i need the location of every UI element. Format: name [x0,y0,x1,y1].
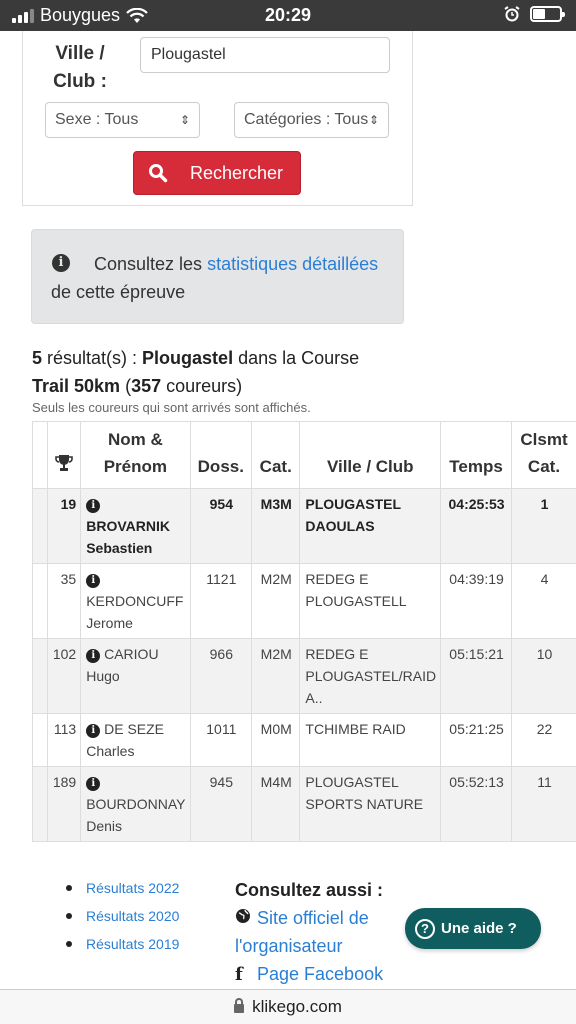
clsmt-cell: 4 [511,564,576,639]
club-cell: REDEG E PLOUGASTELL [300,564,441,639]
club-cell: PLOUGASTEL SPORTS NATURE [300,767,441,842]
carrier-name: Bouygues [40,5,121,25]
select-arrows-icon: ⇕ [179,113,190,127]
see-also-section [235,876,383,989]
header-time[interactable]: Temps [441,422,512,489]
cat-cell: M4M [252,767,300,842]
search-button[interactable] [133,151,301,195]
question-icon: ? [415,919,435,939]
trophy-icon [54,454,74,472]
name-cell [81,489,190,564]
summary-text: coureurs) [161,376,243,396]
runner-firstname: Hugo [86,668,120,684]
results-summary [32,344,359,400]
cat-cell: M2M [252,564,300,639]
statistics-link[interactable]: statistiques détaillées [207,254,379,274]
cat-cell: M2M [252,639,300,714]
header-spacer [33,422,48,489]
runner-lastname[interactable]: DE SEZE [104,721,165,737]
summary-text: ( [120,376,132,396]
runner-count: 357 [131,376,162,396]
url-domain: klikego.com [252,997,342,1016]
dossard-cell: 1121 [190,564,252,639]
info-alert [31,229,404,324]
info-suffix: de cette épreuve [51,282,186,302]
runner-lastname[interactable]: BOURDONNAY [86,796,186,812]
ville-label-line1: Ville / [55,43,105,64]
row-spacer [33,564,48,639]
globe-icon [235,904,257,932]
ville-club-label [40,40,120,96]
runner-firstname: Denis [86,818,123,834]
cat-cell: M3M [252,489,300,564]
club-cell: REDEG E PLOUGASTEL/RAID A.. [300,639,441,714]
results-2020-link[interactable]: Résultats 2020 [66,902,179,930]
course-name: Trail 50km [32,376,121,396]
name-cell [81,714,190,767]
clsmt-cell: 1 [511,489,576,564]
sexe-select[interactable] [45,102,200,138]
row-spacer [33,714,48,767]
official-site-link-text[interactable]: Site officiel de [257,908,369,928]
club-cell: TCHIMBE RAID [300,714,441,767]
runner-firstname: Jerome [86,615,133,631]
header-name[interactable]: Nom & Prénom [81,422,190,489]
clsmt-cell: 10 [511,639,576,714]
ville-club-input[interactable] [140,37,390,73]
categories-select-value: Catégories : Tous [244,111,369,128]
year-results-list [66,874,179,958]
summary-text: dans la Course [233,348,360,368]
dossard-cell: 1011 [190,714,252,767]
results-table [32,421,576,842]
dossard-cell: 966 [190,639,252,714]
info-prefix: Consultez les [94,254,208,274]
name-cell [81,767,190,842]
table-row[interactable] [33,489,576,564]
cat-cell: M0M [252,714,300,767]
arrivals-note: Seuls les coureurs qui sont arrivés sont affichés. [32,400,311,415]
clsmt-cell: 22 [511,714,576,767]
name-cell [81,639,190,714]
runner-firstname: Charles [86,743,135,759]
see-also-title: Consultez aussi : [235,880,384,900]
results-2022-link[interactable]: Résultats 2022 [66,874,179,902]
dossard-cell: 945 [190,767,252,842]
summary-text: résultat(s) : [42,348,143,368]
categories-select[interactable] [234,102,389,138]
help-button-label: Une aide ? [441,920,517,937]
info-icon: i [52,254,70,272]
table-row[interactable] [33,564,576,639]
header-clsmt[interactable]: Clsmt Cat. [511,422,576,489]
runner-firstname: Sebastien [86,540,153,556]
runner-info-icon[interactable]: i [86,649,100,663]
time-cell: 04:39:19 [441,564,512,639]
official-site-link-text-2[interactable]: l'organisateur [235,936,343,956]
time-cell: 05:21:25 [441,714,512,767]
runner-info-icon[interactable]: i [86,499,100,513]
alarm-icon [504,6,520,22]
name-cell [81,564,190,639]
row-spacer [33,767,48,842]
table-header-row [33,422,576,489]
browser-url-bar[interactable] [0,989,576,1024]
info-text [51,250,396,306]
time-cell: 05:52:13 [441,767,512,842]
rank-cell: 189 [47,767,80,842]
official-site-link[interactable] [235,904,383,932]
rank-cell: 102 [47,639,80,714]
table-row[interactable] [33,714,576,767]
results-2019-link[interactable]: Résultats 2019 [66,930,179,958]
row-spacer [33,489,48,564]
runner-info-icon[interactable]: i [86,574,100,588]
lock-icon [234,1004,244,1013]
rank-cell: 113 [47,714,80,767]
rank-cell: 35 [47,564,80,639]
ville-label-line2: Club : [53,71,107,92]
facebook-link[interactable] [235,960,383,989]
facebook-icon: f [235,964,243,985]
rank-cell: 19 [47,489,80,564]
time-cell: 05:15:21 [441,639,512,714]
header-cat[interactable]: Cat. [252,422,300,489]
sexe-select-value: Sexe : Tous [55,111,139,128]
time-cell: 04:25:53 [441,489,512,564]
header-club[interactable]: Ville / Club [300,422,441,489]
battery-icon [530,6,562,22]
table-row[interactable] [33,639,576,714]
clsmt-cell: 11 [511,767,576,842]
summary-club: Plougastel [142,348,234,368]
row-spacer [33,639,48,714]
header-rank[interactable] [47,422,80,489]
clock: 20:29 [264,5,312,25]
dossard-cell: 954 [190,489,252,564]
runner-info-icon[interactable]: i [86,777,100,791]
runner-info-icon[interactable]: i [86,724,100,738]
table-row[interactable] [33,767,576,842]
result-count: 5 [32,348,43,368]
status-bar [0,0,576,31]
runner-lastname[interactable]: CARIOU [104,646,159,662]
runner-lastname[interactable]: BROVARNIK [86,518,170,534]
help-button[interactable] [405,908,541,949]
club-cell: PLOUGASTEL DAOULAS [300,489,441,564]
search-icon [148,163,168,183]
facebook-link-text[interactable]: Page Facebook [257,964,384,984]
search-button-label: Rechercher [190,162,284,183]
runner-lastname[interactable]: KERDONCUFF [86,593,184,609]
header-dossard[interactable]: Doss. [190,422,252,489]
select-arrows-icon: ⇕ [368,113,379,127]
